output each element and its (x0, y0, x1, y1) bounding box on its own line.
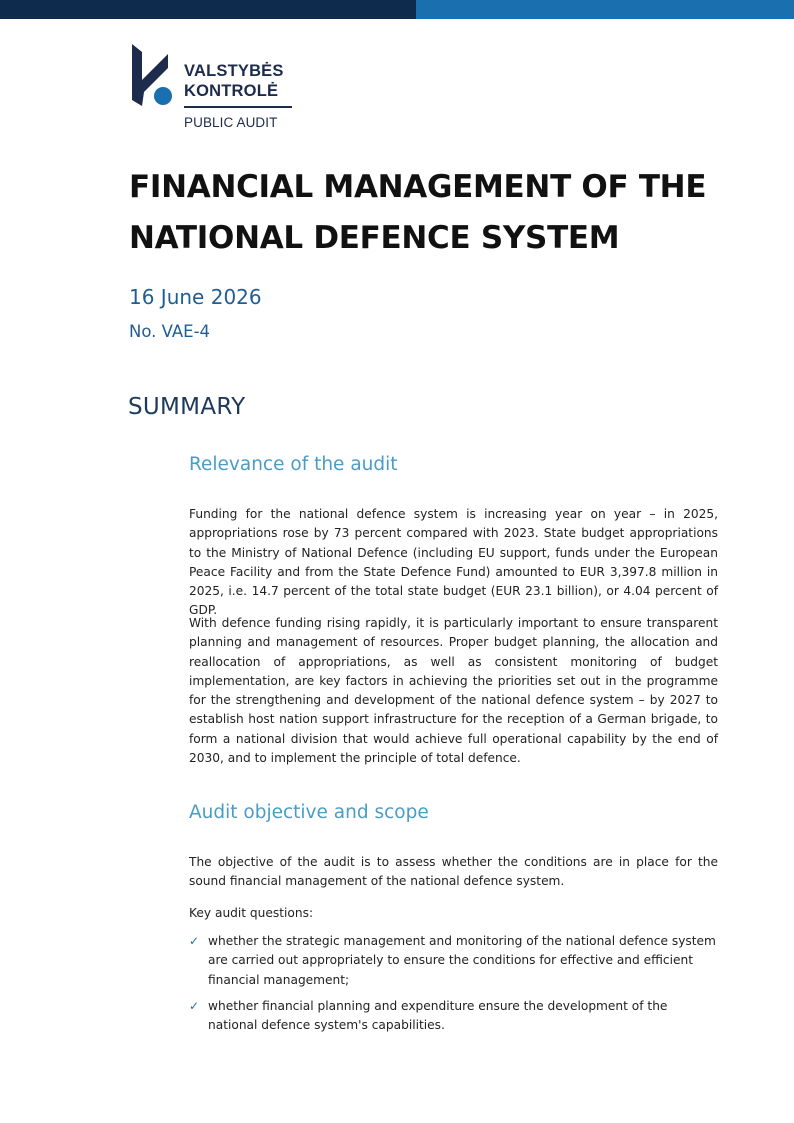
report-title: FINANCIAL MANAGEMENT OF THE NATIONAL DEFENCE SYSTEM (129, 169, 707, 256)
logo-text-line2: KONTROLĖ (184, 82, 279, 100)
objective-heading: Audit objective and scope (189, 802, 429, 823)
list-item (189, 932, 718, 990)
valstybes-kontrole-logo (130, 44, 300, 134)
report-date: 16 June 2026 (129, 285, 262, 309)
relevance-paragraph-1: Funding for the national defence system is increasing year on year – in 2025, appropriations rose by 73 percent compared with 2023. State budget appropriations to the Ministry of National Defence (including EU support, funds under the European Peace Facility and from the State Defence Fund) amounted to EUR 3,397.8 million in 2025, i.e. 14.7 percent of the total state budget (EUR 23.1 billion), or 4.04 percent of GDP. (189, 507, 718, 618)
question-text: whether the strategic management and monitoring of the national defence system are carried out appropriately to ensure the conditions for effective and efficient financial management; (208, 934, 716, 987)
key-questions-label: Key audit questions: (189, 906, 314, 920)
logo-divider (184, 106, 292, 108)
check-icon: ✓ (189, 934, 200, 948)
report-number: No. VAE-4 (129, 322, 211, 341)
logo-text-public-audit: PUBLIC AUDIT (184, 115, 278, 130)
top-bar-light-segment (416, 0, 794, 19)
list-item (189, 997, 718, 1036)
relevance-heading: Relevance of the audit (189, 454, 398, 475)
top-bar-dark-segment (0, 0, 416, 19)
logo-mark-icon (130, 44, 176, 106)
summary-heading: SUMMARY (128, 394, 246, 420)
objective-paragraph: The objective of the audit is to assess whether the conditions are in place for the sound financial management of the national defence system. (189, 855, 718, 889)
question-text: whether financial planning and expenditure ensure the development of the national defence system's capabilities. (208, 998, 668, 1033)
logo-text-line1: VALSTYBĖS (184, 62, 284, 80)
key-questions-list (189, 932, 718, 1042)
check-icon: ✓ (189, 998, 200, 1013)
relevance-paragraph-2: With defence funding rising rapidly, it is particularly important to ensure transparent planning and management of resources. Proper budget planning, the allocation and reallocation of appropriations, as well as consistent monitoring of budget implementation, are key factors in achieving the priorities set out in the programme for the strengthening and development of the national defence system – by 2027 to establish host nation support infrastructure for the reception of a German brigade, to form a national division that would achieve full operational capability by the end of 2030, and to implement the principle of total defence. (189, 616, 718, 766)
top-color-bar (0, 0, 794, 19)
